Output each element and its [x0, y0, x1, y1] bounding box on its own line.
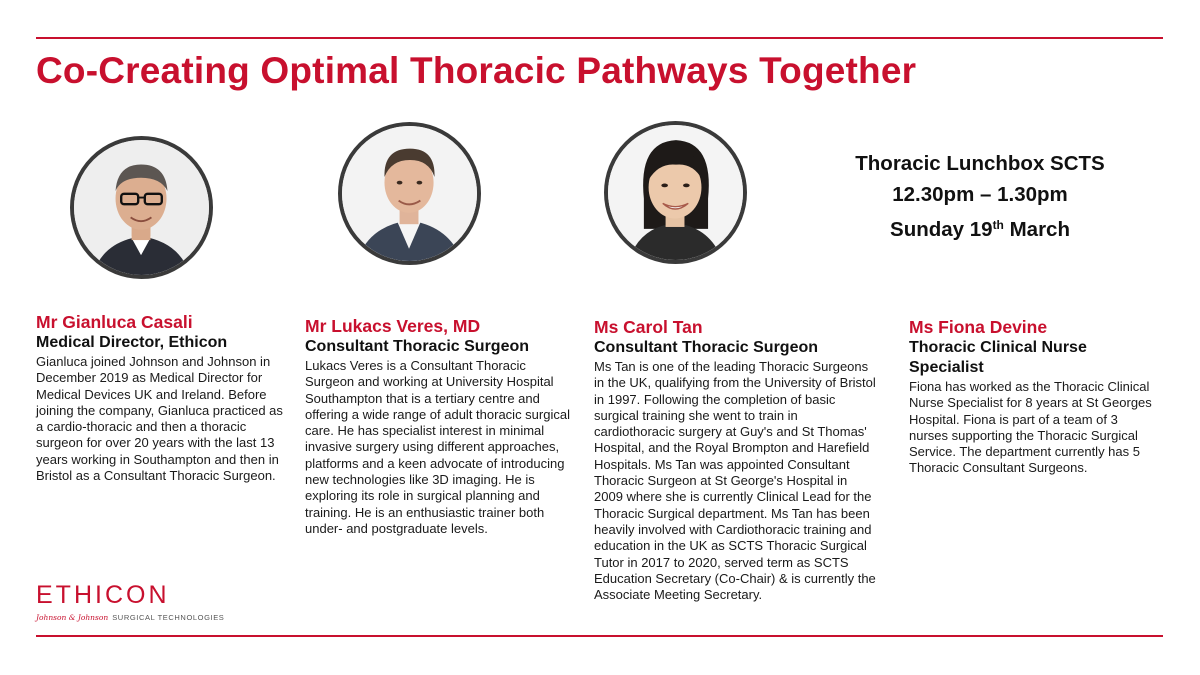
- brand-subline: [36, 613, 224, 622]
- speaker-card: [909, 317, 1159, 477]
- avatar-carol-tan: [604, 121, 747, 264]
- speaker-name: Mr Gianluca Casali: [36, 312, 193, 332]
- speaker-role: Medical Director, Ethicon: [36, 334, 228, 351]
- avatar-gianluca-casali: [70, 136, 213, 279]
- speaker-role: Thoracic Clinical Nurse Specialist: [909, 339, 1087, 376]
- page-title: Co-Creating Optimal Thoracic Pathways Together: [36, 50, 917, 91]
- speaker-bio: Fiona has worked as the Thoracic Clinical Nurse Specialist for 8 years at St Georges Hospital. Fiona is part of a team of 3 nurses supporting the Thoracic Surgical Service. The department currently has 5 Thoracic Consultant Surgeons.: [909, 379, 1152, 476]
- speaker-bio: Gianluca joined Johnson and Johnson in December 2019 as Medical Director for Medical Devices UK and Ireland. Before joining the company, Gianluca practiced as a cardio-thoracic and then a thoracic surgeon for over 20 years with the last 13 years working in Southampton and then in Bristol as a Consultant Thoracic Surgeon.: [36, 354, 283, 484]
- speaker-card: [305, 316, 570, 537]
- portrait-image: [342, 126, 477, 261]
- speaker-name: Ms Carol Tan: [594, 317, 703, 337]
- ethicon-logo: [36, 582, 224, 622]
- parent-company: Johnson & Johnson: [36, 613, 109, 622]
- bottom-divider: [36, 635, 1163, 637]
- speaker-name: Ms Fiona Devine: [909, 317, 1048, 337]
- speaker-bio: Ms Tan is one of the leading Thoracic Surgeons in the UK, qualifying from the University of Bristol in 1997. Following the completion of basic surgical training she went to train in cardiothoracic surgery at Guy's and St Thomas' Hospital, and the Royal Brompton and Harefield Hospitals. Ms Tan was appointed Consultant Thoracic Surgeon at St George's Hospital in 2009 where she is currently Clinical Lead for the Thoracic Surgical department. Ms Tan has been heavily involved with Cardiothoracic training and education in the UK as SCTS Thoracic Surgical Tutor in 2017 to 2020, served term as SCTS Education Secretary (Co-Chair) & is currently the Associate Meeting Secretary.: [594, 359, 876, 603]
- speaker-role: Consultant Thoracic Surgeon: [305, 338, 530, 355]
- event-details: [830, 148, 1130, 245]
- division-label: SURGICAL TECHNOLOGIES: [112, 613, 225, 622]
- brand-wordmark: ETHICON: [36, 581, 170, 609]
- speaker-role: Consultant Thoracic Surgeon: [594, 339, 819, 356]
- top-divider: [36, 37, 1163, 39]
- speaker-card: [594, 317, 876, 603]
- speaker-name: Mr Lukacs Veres, MD: [305, 316, 481, 336]
- event-name: Thoracic Lunchbox SCTS: [855, 152, 1105, 175]
- avatar-lukacs-veres: [338, 122, 481, 265]
- speaker-card: [36, 312, 286, 484]
- portrait-image: [74, 140, 209, 275]
- event-time: 12.30pm – 1.30pm: [892, 183, 1068, 206]
- event-date: Sunday 19th March: [890, 218, 1070, 241]
- portrait-image: [608, 125, 743, 260]
- speaker-bio: Lukacs Veres is a Consultant Thoracic Surgeon and working at University Hospital Southampton that is a tertiary centre and offering a wide range of adult thoracic surgical care. He has specialist interest in minimal invasive surgery using different approaches, platforms and a keen advocate of introducing new technologies like 3D imaging. He is exploring its role in surgical planning and training. He is an enthusiastic trainer both under- and postgraduate levels.: [305, 358, 570, 536]
